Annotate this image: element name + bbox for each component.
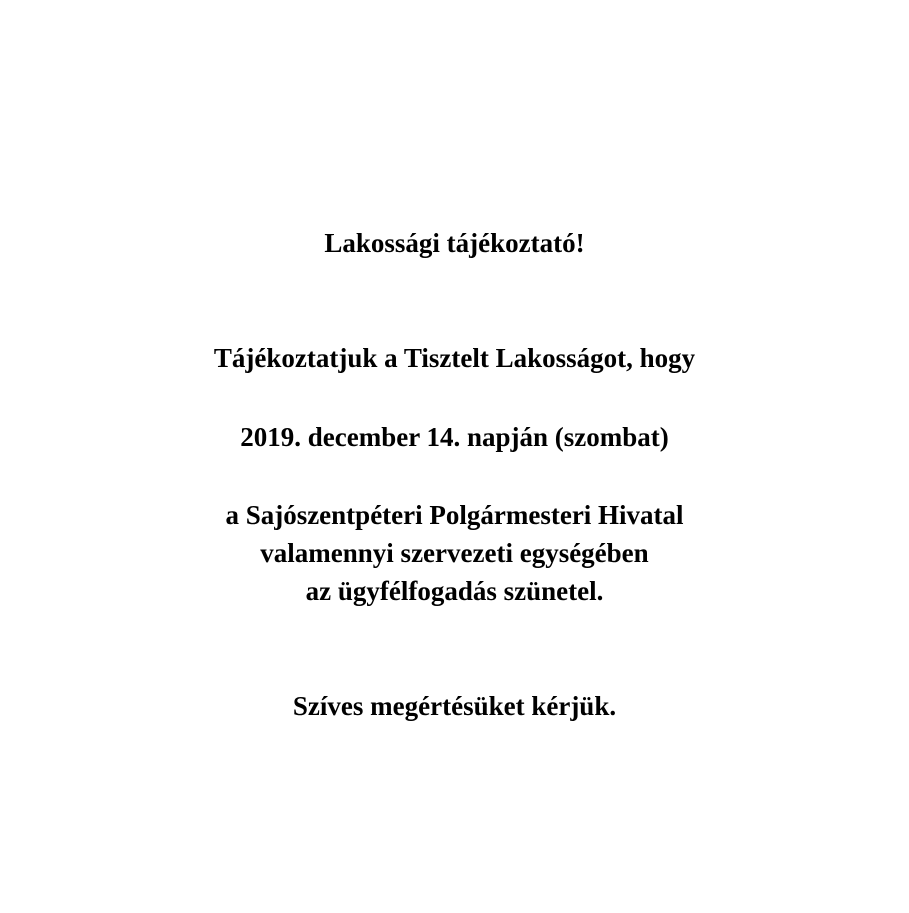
notice-intro: Tájékoztatjuk a Tisztelt Lakosságot, hogy xyxy=(213,343,696,373)
notice-closing: Szíves megértésüket kérjük. xyxy=(292,691,617,721)
notice-body-line: a Sajószentpéteri Polgármesteri Hivatal xyxy=(225,500,684,530)
notice-body-line: az ügyfélfogadás szünetel. xyxy=(305,576,604,606)
notice-body-line: valamennyi szervezeti egységében xyxy=(260,538,649,568)
notice-date: 2019. december 14. napján (szombat) xyxy=(240,422,669,452)
notice-title: Lakossági tájékoztató! xyxy=(324,228,585,258)
